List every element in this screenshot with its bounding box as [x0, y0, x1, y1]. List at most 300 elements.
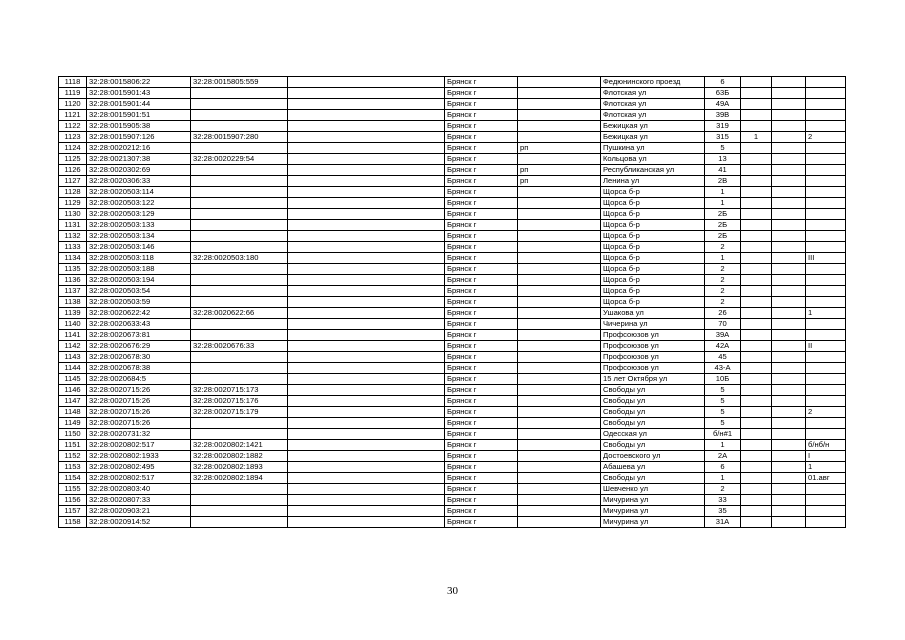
table-row: [59, 495, 846, 506]
cell-house: 5: [705, 143, 741, 154]
cell-street: Флотская ул: [601, 110, 705, 121]
cell-blank: [288, 110, 445, 121]
cell-blank: [288, 143, 445, 154]
cell-g2: [772, 264, 806, 275]
cell-cadastral: 32:28:0020503:54: [87, 286, 191, 297]
cell-city: Брянск г: [445, 121, 518, 132]
cell-num: 1135: [59, 264, 87, 275]
cell-g2: [772, 275, 806, 286]
cell-house: 2А: [705, 451, 741, 462]
cell-house: б/н#1: [705, 429, 741, 440]
cell-g3: [806, 429, 846, 440]
cell-street: Пушкина ул: [601, 143, 705, 154]
cell-cadastral-2: 32:28:0020715:173: [191, 385, 288, 396]
cell-city: Брянск г: [445, 264, 518, 275]
cell-g3: [806, 385, 846, 396]
cell-blank: [288, 418, 445, 429]
cell-house: 33: [705, 495, 741, 506]
cell-cadastral: 32:28:0020503:188: [87, 264, 191, 275]
table-row: [59, 451, 846, 462]
cell-house: 1: [705, 473, 741, 484]
cell-num: 1149: [59, 418, 87, 429]
cell-g2: [772, 330, 806, 341]
cell-settlement-type: [518, 242, 601, 253]
cell-g2: [772, 187, 806, 198]
cell-g1: [741, 385, 772, 396]
cell-g3: 01.авг: [806, 473, 846, 484]
cell-g1: 1: [741, 132, 772, 143]
cell-city: Брянск г: [445, 286, 518, 297]
table-row: [59, 330, 846, 341]
cell-cadastral-2: 32:28:0020229:54: [191, 154, 288, 165]
cell-cadastral-2: 32:28:0020802:1882: [191, 451, 288, 462]
cell-house: 43-А: [705, 363, 741, 374]
cell-street: Кольцова ул: [601, 154, 705, 165]
cell-blank: [288, 407, 445, 418]
cell-num: 1129: [59, 198, 87, 209]
cell-g3: [806, 242, 846, 253]
cell-num: 1137: [59, 286, 87, 297]
cell-house: 2В: [705, 176, 741, 187]
cell-street: Мичурина ул: [601, 506, 705, 517]
cell-house: 2: [705, 297, 741, 308]
cell-g3: [806, 484, 846, 495]
cell-blank: [288, 286, 445, 297]
cell-cadastral-2: [191, 121, 288, 132]
cell-house: 13: [705, 154, 741, 165]
cell-num: 1146: [59, 385, 87, 396]
cell-num: 1119: [59, 88, 87, 99]
cell-cadastral: 32:28:0020306:33: [87, 176, 191, 187]
cell-cadastral-2: [191, 88, 288, 99]
cell-g3: 2: [806, 132, 846, 143]
cell-street: Ленина ул: [601, 176, 705, 187]
cell-g3: [806, 209, 846, 220]
cell-cadastral: 32:28:0020684:5: [87, 374, 191, 385]
cell-num: 1142: [59, 341, 87, 352]
cell-street: Щорса б-р: [601, 297, 705, 308]
cell-num: 1125: [59, 154, 87, 165]
cell-city: Брянск г: [445, 154, 518, 165]
table-row: [59, 473, 846, 484]
cell-blank: [288, 495, 445, 506]
cell-cadastral-2: [191, 297, 288, 308]
table-row: [59, 429, 846, 440]
cell-blank: [288, 462, 445, 473]
cell-cadastral-2: 32:28:0015805:559: [191, 77, 288, 88]
cell-house: 42А: [705, 341, 741, 352]
cell-num: 1132: [59, 231, 87, 242]
cell-g3: [806, 352, 846, 363]
cell-cadastral-2: 32:28:0020676:33: [191, 341, 288, 352]
table-row: [59, 77, 846, 88]
cell-blank: [288, 341, 445, 352]
cell-settlement-type: [518, 341, 601, 352]
cell-city: Брянск г: [445, 209, 518, 220]
cell-settlement-type: [518, 363, 601, 374]
cell-g1: [741, 121, 772, 132]
cell-g3: 2: [806, 407, 846, 418]
cell-cadastral: 32:28:0020622:42: [87, 308, 191, 319]
cell-cadastral: 32:28:0015907:126: [87, 132, 191, 143]
cell-city: Брянск г: [445, 77, 518, 88]
cell-g1: [741, 99, 772, 110]
cell-city: Брянск г: [445, 319, 518, 330]
cell-cadastral-2: 32:28:0020715:179: [191, 407, 288, 418]
table-row: [59, 341, 846, 352]
cell-cadastral: 32:28:0015901:43: [87, 88, 191, 99]
cell-g2: [772, 341, 806, 352]
cell-cadastral: 32:28:0015905:38: [87, 121, 191, 132]
cell-num: 1120: [59, 99, 87, 110]
cell-cadastral-2: [191, 110, 288, 121]
cell-num: 1144: [59, 363, 87, 374]
table-row: [59, 275, 846, 286]
cell-cadastral: 32:28:0020503:118: [87, 253, 191, 264]
table-row: [59, 264, 846, 275]
cell-house: 6: [705, 77, 741, 88]
cell-g3: [806, 220, 846, 231]
cell-g1: [741, 143, 772, 154]
cell-street: Абашева ул: [601, 462, 705, 473]
cell-house: 2Б: [705, 220, 741, 231]
table-row: [59, 143, 846, 154]
cell-house: 41: [705, 165, 741, 176]
cell-g1: [741, 407, 772, 418]
cell-street: Бежицкая ул: [601, 132, 705, 143]
cell-blank: [288, 330, 445, 341]
cell-g2: [772, 99, 806, 110]
cell-settlement-type: [518, 440, 601, 451]
cell-city: Брянск г: [445, 473, 518, 484]
cell-g1: [741, 484, 772, 495]
cell-g3: [806, 99, 846, 110]
cell-g2: [772, 506, 806, 517]
cell-city: Брянск г: [445, 462, 518, 473]
cell-g2: [772, 407, 806, 418]
cell-cadastral: 32:28:0020302:69: [87, 165, 191, 176]
cell-city: Брянск г: [445, 242, 518, 253]
cell-city: Брянск г: [445, 396, 518, 407]
cell-cadastral-2: [191, 330, 288, 341]
cell-street: Мичурина ул: [601, 517, 705, 528]
cell-street: Щорса б-р: [601, 242, 705, 253]
cell-g1: [741, 319, 772, 330]
cell-g3: 1: [806, 462, 846, 473]
cell-settlement-type: [518, 473, 601, 484]
cell-g2: [772, 429, 806, 440]
cell-street: Шевченко ул: [601, 484, 705, 495]
cell-house: 35: [705, 506, 741, 517]
cell-g1: [741, 374, 772, 385]
cell-city: Брянск г: [445, 132, 518, 143]
cell-city: Брянск г: [445, 429, 518, 440]
cell-cadastral-2: 32:28:0020802:1421: [191, 440, 288, 451]
cell-g1: [741, 341, 772, 352]
cell-num: 1152: [59, 451, 87, 462]
cell-num: 1123: [59, 132, 87, 143]
cell-settlement-type: [518, 484, 601, 495]
cell-g1: [741, 495, 772, 506]
cell-city: Брянск г: [445, 363, 518, 374]
cell-house: 2Б: [705, 209, 741, 220]
cell-settlement-type: [518, 253, 601, 264]
cell-street: Свободы ул: [601, 473, 705, 484]
cell-house: 2: [705, 275, 741, 286]
cell-cadastral: 32:28:0020503:133: [87, 220, 191, 231]
cell-num: 1121: [59, 110, 87, 121]
table-row: [59, 484, 846, 495]
cell-blank: [288, 319, 445, 330]
table-row: [59, 121, 846, 132]
cell-g1: [741, 231, 772, 242]
cell-cadastral-2: 32:28:0020715:176: [191, 396, 288, 407]
cell-num: 1154: [59, 473, 87, 484]
cell-g1: [741, 429, 772, 440]
cell-house: 319: [705, 121, 741, 132]
cell-street: Свободы ул: [601, 418, 705, 429]
cell-g3: [806, 297, 846, 308]
cell-settlement-type: [518, 220, 601, 231]
cell-street: Профсоюзов ул: [601, 352, 705, 363]
table-row: [59, 99, 846, 110]
cell-street: Свободы ул: [601, 407, 705, 418]
cell-city: Брянск г: [445, 352, 518, 363]
cell-g3: [806, 374, 846, 385]
cell-g2: [772, 286, 806, 297]
cell-cadastral: 32:28:0020715:26: [87, 385, 191, 396]
cell-city: Брянск г: [445, 308, 518, 319]
cell-street: Чичерина ул: [601, 319, 705, 330]
cell-g3: [806, 231, 846, 242]
cell-house: 2: [705, 264, 741, 275]
cell-street: Флотская ул: [601, 99, 705, 110]
table-row: [59, 154, 846, 165]
table-row: [59, 440, 846, 451]
cell-cadastral: 32:28:0020503:134: [87, 231, 191, 242]
cell-num: 1150: [59, 429, 87, 440]
cell-settlement-type: [518, 407, 601, 418]
cell-street: Флотская ул: [601, 88, 705, 99]
cell-cadastral-2: [191, 209, 288, 220]
cell-street: Свободы ул: [601, 396, 705, 407]
cell-city: Брянск г: [445, 517, 518, 528]
cell-city: Брянск г: [445, 110, 518, 121]
cell-cadastral: 32:28:0015901:44: [87, 99, 191, 110]
cell-street: 15 лет Октября ул: [601, 374, 705, 385]
cell-blank: [288, 220, 445, 231]
cell-cadastral: 32:28:0020503:122: [87, 198, 191, 209]
cell-g2: [772, 517, 806, 528]
cell-house: 39А: [705, 330, 741, 341]
cell-g2: [772, 440, 806, 451]
cell-house: 2Б: [705, 231, 741, 242]
cell-blank: [288, 77, 445, 88]
cell-cadastral: 32:28:0020802:1933: [87, 451, 191, 462]
cell-house: 5: [705, 407, 741, 418]
cell-street: Достоевского ул: [601, 451, 705, 462]
cell-blank: [288, 187, 445, 198]
table-row: [59, 319, 846, 330]
cell-cadastral-2: [191, 517, 288, 528]
cell-g3: [806, 143, 846, 154]
cell-blank: [288, 506, 445, 517]
cell-g3: [806, 154, 846, 165]
cell-cadastral: 32:28:0020715:26: [87, 396, 191, 407]
cell-cadastral: 32:28:0020503:146: [87, 242, 191, 253]
cell-cadastral: 32:28:0020212:16: [87, 143, 191, 154]
cell-street: Щорса б-р: [601, 275, 705, 286]
cell-g3: [806, 110, 846, 121]
table-row: [59, 286, 846, 297]
cell-cadastral: 32:28:0020676:29: [87, 341, 191, 352]
cell-street: Одесская ул: [601, 429, 705, 440]
cell-num: 1148: [59, 407, 87, 418]
cell-g2: [772, 253, 806, 264]
table-row: [59, 187, 846, 198]
cell-settlement-type: [518, 154, 601, 165]
cell-blank: [288, 242, 445, 253]
cell-city: Брянск г: [445, 407, 518, 418]
cell-g3: I: [806, 451, 846, 462]
cell-g3: [806, 330, 846, 341]
cell-settlement-type: [518, 495, 601, 506]
cell-g1: [741, 517, 772, 528]
cell-cadastral-2: [191, 363, 288, 374]
cell-cadastral-2: [191, 352, 288, 363]
cell-num: 1140: [59, 319, 87, 330]
cell-cadastral: 32:28:0020503:194: [87, 275, 191, 286]
cell-blank: [288, 176, 445, 187]
cell-g2: [772, 352, 806, 363]
cell-settlement-type: [518, 396, 601, 407]
cell-city: Брянск г: [445, 385, 518, 396]
cell-house: 49А: [705, 99, 741, 110]
cell-house: 2: [705, 484, 741, 495]
cell-g2: [772, 121, 806, 132]
cell-g3: б/нб/н: [806, 440, 846, 451]
cell-g3: [806, 187, 846, 198]
cell-house: 31А: [705, 517, 741, 528]
cell-g1: [741, 88, 772, 99]
cell-num: 1138: [59, 297, 87, 308]
cell-city: Брянск г: [445, 374, 518, 385]
cell-num: 1147: [59, 396, 87, 407]
cell-settlement-type: [518, 418, 601, 429]
cell-g2: [772, 385, 806, 396]
cell-blank: [288, 396, 445, 407]
cell-cadastral: 32:28:0020802:495: [87, 462, 191, 473]
cell-street: Щорса б-р: [601, 209, 705, 220]
cell-blank: [288, 352, 445, 363]
cell-g2: [772, 143, 806, 154]
cell-settlement-type: [518, 231, 601, 242]
cell-g2: [772, 165, 806, 176]
cell-cadastral-2: [191, 143, 288, 154]
cell-settlement-type: [518, 297, 601, 308]
cell-house: 1: [705, 187, 741, 198]
cell-g1: [741, 275, 772, 286]
cell-city: Брянск г: [445, 220, 518, 231]
cell-settlement-type: [518, 462, 601, 473]
cell-settlement-type: рп: [518, 176, 601, 187]
cell-blank: [288, 209, 445, 220]
cell-g2: [772, 220, 806, 231]
cell-settlement-type: [518, 385, 601, 396]
table-row: [59, 297, 846, 308]
cell-blank: [288, 308, 445, 319]
cell-cadastral-2: [191, 286, 288, 297]
cell-house: 70: [705, 319, 741, 330]
cell-city: Брянск г: [445, 506, 518, 517]
cell-blank: [288, 363, 445, 374]
cell-blank: [288, 440, 445, 451]
table-row: [59, 242, 846, 253]
cell-blank: [288, 517, 445, 528]
cell-g3: [806, 506, 846, 517]
cell-settlement-type: [518, 451, 601, 462]
cell-g2: [772, 209, 806, 220]
cell-cadastral: 32:28:0020914:52: [87, 517, 191, 528]
cell-g2: [772, 396, 806, 407]
cell-num: 1156: [59, 495, 87, 506]
table-row: [59, 198, 846, 209]
cell-cadastral: 32:28:0015806:22: [87, 77, 191, 88]
cell-g1: [741, 363, 772, 374]
table-row: [59, 396, 846, 407]
cell-blank: [288, 121, 445, 132]
cell-settlement-type: [518, 132, 601, 143]
table-row: [59, 88, 846, 99]
cell-g3: [806, 517, 846, 528]
table-row: [59, 407, 846, 418]
cell-g2: [772, 374, 806, 385]
cell-blank: [288, 451, 445, 462]
cell-house: 5: [705, 396, 741, 407]
cell-g1: [741, 473, 772, 484]
table-row: [59, 506, 846, 517]
cell-g3: III: [806, 253, 846, 264]
cell-g2: [772, 88, 806, 99]
cell-num: 1127: [59, 176, 87, 187]
table-row: [59, 176, 846, 187]
cell-cadastral-2: [191, 220, 288, 231]
cell-street: Щорса б-р: [601, 231, 705, 242]
cell-cadastral-2: 32:28:0020503:180: [191, 253, 288, 264]
cell-settlement-type: [518, 308, 601, 319]
cell-g3: [806, 418, 846, 429]
cell-g1: [741, 451, 772, 462]
cell-street: Щорса б-р: [601, 264, 705, 275]
cell-street: Щорса б-р: [601, 198, 705, 209]
cell-blank: [288, 165, 445, 176]
cell-house: 1: [705, 440, 741, 451]
cell-settlement-type: [518, 77, 601, 88]
cell-cadastral-2: 32:28:0020622:66: [191, 308, 288, 319]
cell-city: Брянск г: [445, 440, 518, 451]
cell-num: 1139: [59, 308, 87, 319]
cell-settlement-type: [518, 286, 601, 297]
cell-cadastral: 32:28:0020731:32: [87, 429, 191, 440]
cell-cadastral-2: [191, 374, 288, 385]
cell-g3: [806, 88, 846, 99]
page-number: 30: [447, 585, 458, 597]
cell-g2: [772, 418, 806, 429]
table-row: [59, 220, 846, 231]
cell-g3: [806, 286, 846, 297]
cell-g2: [772, 473, 806, 484]
table-row: [59, 352, 846, 363]
